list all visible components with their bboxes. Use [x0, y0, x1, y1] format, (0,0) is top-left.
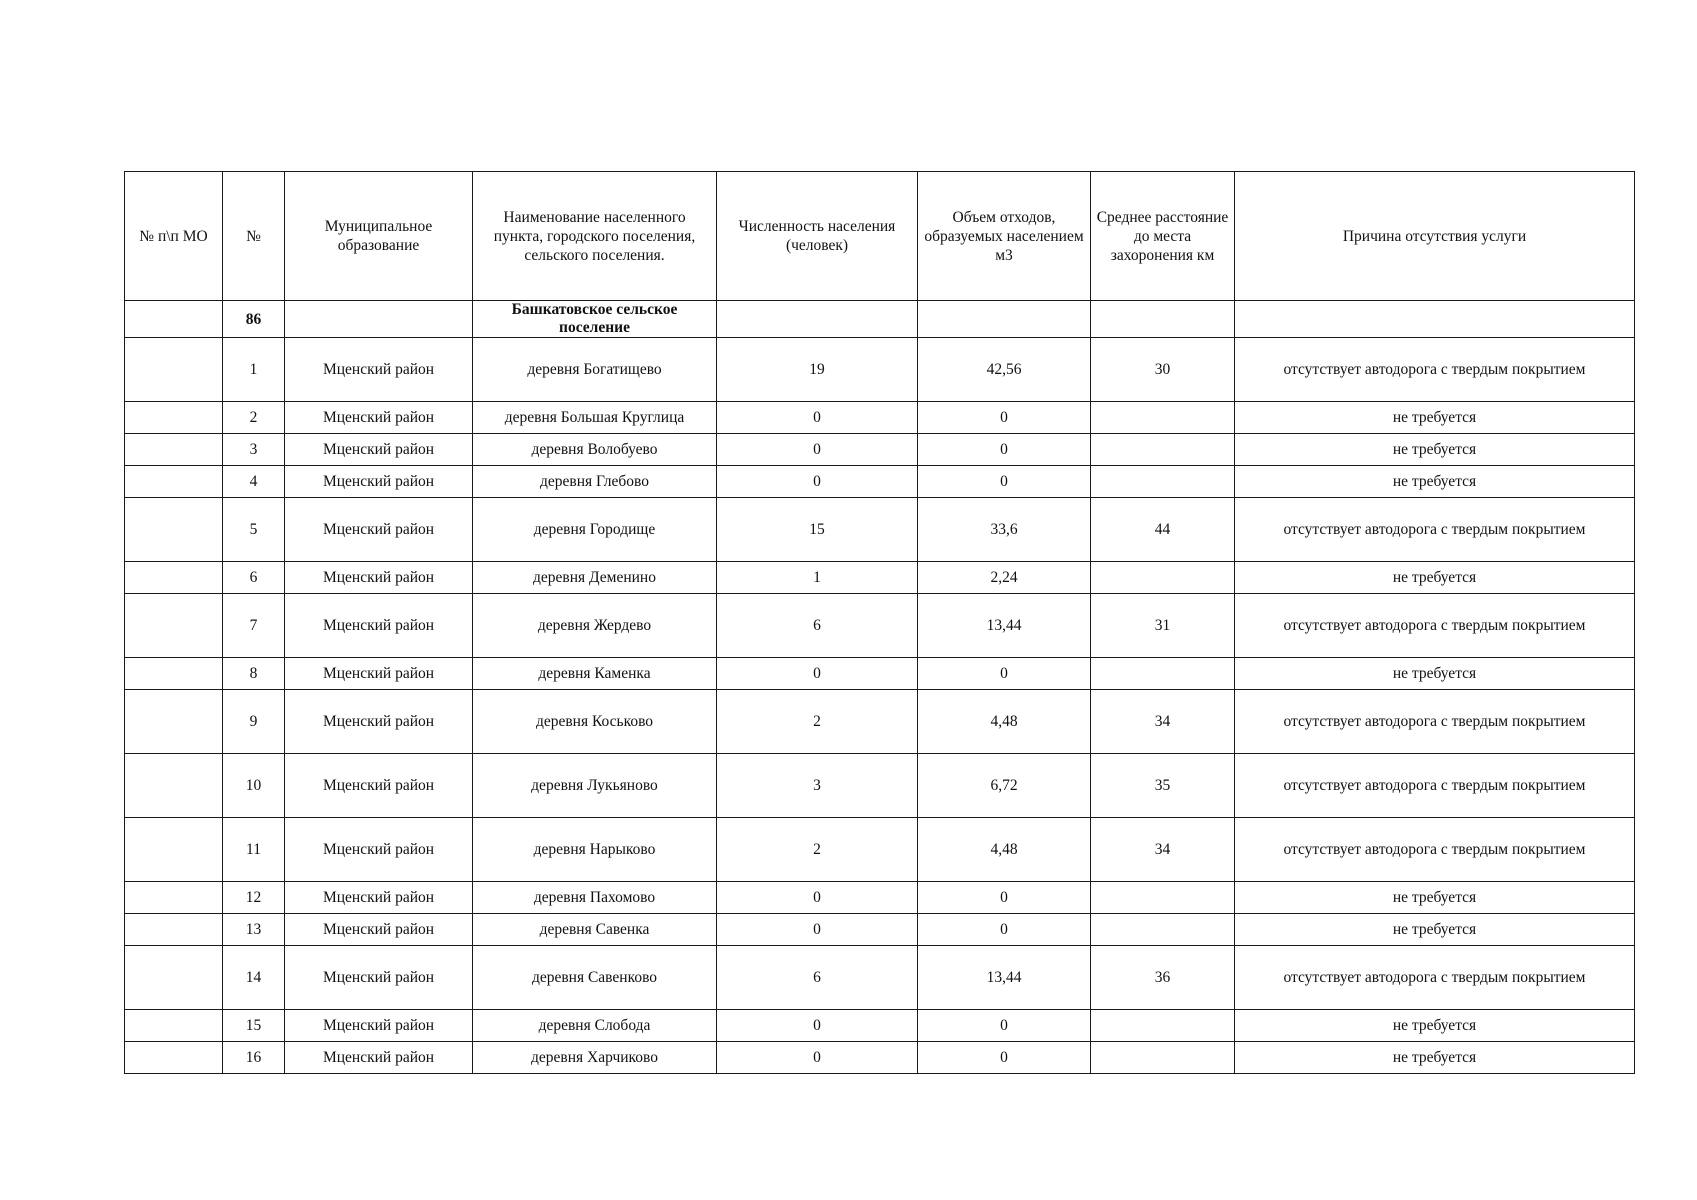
table-row	[125, 690, 1635, 754]
mo-index-cell	[125, 434, 223, 466]
settlements-table	[124, 171, 1635, 1074]
row-reason: не требуется	[1235, 402, 1635, 434]
header-row	[125, 172, 1635, 301]
row-waste-volume: 0	[918, 466, 1091, 498]
row-number: 15	[223, 1010, 285, 1042]
row-population: 0	[717, 1010, 918, 1042]
row-waste-volume: 0	[918, 402, 1091, 434]
row-waste-volume: 0	[918, 914, 1091, 946]
row-municipality: Мценский район	[285, 818, 473, 882]
mo-index-cell	[125, 690, 223, 754]
row-reason: не требуется	[1235, 658, 1635, 690]
row-settlement-name: деревня Деменино	[473, 562, 717, 594]
group-name-cell	[473, 301, 717, 338]
row-waste-volume: 0	[918, 882, 1091, 914]
row-waste-volume: 6,72	[918, 754, 1091, 818]
header-distance: Среднее расстояние до места захоронения км	[1091, 172, 1235, 301]
row-number: 9	[223, 690, 285, 754]
table-row	[125, 594, 1635, 658]
row-distance	[1091, 1010, 1235, 1042]
row-number: 6	[223, 562, 285, 594]
row-number: 7	[223, 594, 285, 658]
row-municipality: Мценский район	[285, 594, 473, 658]
table-row	[125, 498, 1635, 562]
table-row	[125, 338, 1635, 402]
row-reason: отсутствует автодорога с твердым покрытием	[1235, 818, 1635, 882]
group-population-cell	[717, 301, 918, 338]
table-header	[125, 172, 1635, 301]
row-number: 16	[223, 1042, 285, 1074]
row-waste-volume: 4,48	[918, 818, 1091, 882]
row-waste-volume: 2,24	[918, 562, 1091, 594]
row-distance: 34	[1091, 818, 1235, 882]
row-waste-volume: 13,44	[918, 594, 1091, 658]
row-settlement-name: деревня Большая Круглица	[473, 402, 717, 434]
row-settlement-name: деревня Савенково	[473, 946, 717, 1010]
group-mo-index-cell	[125, 301, 223, 338]
header-population: Численность населения (человек)	[717, 172, 918, 301]
row-municipality: Мценский район	[285, 402, 473, 434]
row-municipality: Мценский район	[285, 690, 473, 754]
row-distance	[1091, 402, 1235, 434]
row-distance: 34	[1091, 690, 1235, 754]
header-mo-index: № п\п МО	[125, 172, 223, 301]
row-number: 12	[223, 882, 285, 914]
mo-index-cell	[125, 1010, 223, 1042]
row-waste-volume: 0	[918, 1010, 1091, 1042]
row-population: 0	[717, 1042, 918, 1074]
row-distance	[1091, 562, 1235, 594]
row-municipality: Мценский район	[285, 1042, 473, 1074]
mo-index-cell	[125, 946, 223, 1010]
row-distance	[1091, 658, 1235, 690]
row-number: 3	[223, 434, 285, 466]
row-reason: отсутствует автодорога с твердым покрытием	[1235, 946, 1635, 1010]
row-municipality: Мценский район	[285, 562, 473, 594]
row-settlement-name: деревня Коськово	[473, 690, 717, 754]
row-settlement-name: деревня Богатищево	[473, 338, 717, 402]
row-distance	[1091, 434, 1235, 466]
row-population: 2	[717, 690, 918, 754]
group-name: Башкатовское сельское поселение	[511, 301, 678, 336]
row-reason: отсутствует автодорога с твердым покрытием	[1235, 498, 1635, 562]
row-population: 0	[717, 914, 918, 946]
row-waste-volume: 13,44	[918, 946, 1091, 1010]
group-distance-cell	[1091, 301, 1235, 338]
row-distance: 31	[1091, 594, 1235, 658]
group-municipality-cell	[285, 301, 473, 338]
row-settlement-name: деревня Жердево	[473, 594, 717, 658]
row-settlement-name: деревня Савенка	[473, 914, 717, 946]
row-distance: 36	[1091, 946, 1235, 1010]
mo-index-cell	[125, 338, 223, 402]
row-population: 3	[717, 754, 918, 818]
group-volume-cell	[918, 301, 1091, 338]
row-number: 11	[223, 818, 285, 882]
mo-index-cell	[125, 1042, 223, 1074]
header-settlement-name: Наименование населенного пункта, городского поселения, сельского поселения.	[473, 172, 717, 301]
row-reason: не требуется	[1235, 914, 1635, 946]
row-distance	[1091, 882, 1235, 914]
row-number: 1	[223, 338, 285, 402]
row-municipality: Мценский район	[285, 882, 473, 914]
row-settlement-name: деревня Слобода	[473, 1010, 717, 1042]
row-municipality: Мценский район	[285, 754, 473, 818]
row-number: 14	[223, 946, 285, 1010]
row-waste-volume: 4,48	[918, 690, 1091, 754]
row-distance: 44	[1091, 498, 1235, 562]
row-number: 4	[223, 466, 285, 498]
table-row	[125, 562, 1635, 594]
table-row	[125, 402, 1635, 434]
group-number: 86	[223, 301, 285, 338]
row-settlement-name: деревня Волобуево	[473, 434, 717, 466]
row-settlement-name: деревня Каменка	[473, 658, 717, 690]
row-population: 15	[717, 498, 918, 562]
row-settlement-name: деревня Нарыково	[473, 818, 717, 882]
mo-index-cell	[125, 466, 223, 498]
row-population: 0	[717, 402, 918, 434]
row-municipality: Мценский район	[285, 658, 473, 690]
row-waste-volume: 0	[918, 658, 1091, 690]
mo-index-cell	[125, 498, 223, 562]
row-reason: не требуется	[1235, 1042, 1635, 1074]
row-number: 13	[223, 914, 285, 946]
row-reason: отсутствует автодорога с твердым покрытием	[1235, 690, 1635, 754]
row-municipality: Мценский район	[285, 498, 473, 562]
mo-index-cell	[125, 562, 223, 594]
row-population: 1	[717, 562, 918, 594]
row-population: 0	[717, 882, 918, 914]
row-waste-volume: 33,6	[918, 498, 1091, 562]
row-settlement-name: деревня Пахомово	[473, 882, 717, 914]
row-distance	[1091, 466, 1235, 498]
row-reason: не требуется	[1235, 1010, 1635, 1042]
row-reason: не требуется	[1235, 434, 1635, 466]
row-number: 2	[223, 402, 285, 434]
mo-index-cell	[125, 818, 223, 882]
row-distance: 30	[1091, 338, 1235, 402]
table-row	[125, 946, 1635, 1010]
row-population: 6	[717, 594, 918, 658]
row-reason: не требуется	[1235, 882, 1635, 914]
row-reason: отсутствует автодорога с твердым покрытием	[1235, 338, 1635, 402]
group-reason-cell	[1235, 301, 1635, 338]
mo-index-cell	[125, 594, 223, 658]
row-municipality: Мценский район	[285, 338, 473, 402]
row-settlement-name: деревня Харчиково	[473, 1042, 717, 1074]
row-municipality: Мценский район	[285, 434, 473, 466]
row-municipality: Мценский район	[285, 1010, 473, 1042]
row-reason: отсутствует автодорога с твердым покрытием	[1235, 754, 1635, 818]
row-waste-volume: 42,56	[918, 338, 1091, 402]
row-number: 8	[223, 658, 285, 690]
row-population: 0	[717, 658, 918, 690]
row-settlement-name: деревня Лукьяново	[473, 754, 717, 818]
header-waste-volume: Объем отходов, образуемых населением м3	[918, 172, 1091, 301]
row-municipality: Мценский район	[285, 466, 473, 498]
table-row	[125, 466, 1635, 498]
mo-index-cell	[125, 402, 223, 434]
table-row	[125, 434, 1635, 466]
table-row	[125, 818, 1635, 882]
row-municipality: Мценский район	[285, 946, 473, 1010]
table-row	[125, 754, 1635, 818]
row-population: 19	[717, 338, 918, 402]
table-row	[125, 882, 1635, 914]
header-number: №	[223, 172, 285, 301]
row-waste-volume: 0	[918, 1042, 1091, 1074]
table-row	[125, 914, 1635, 946]
row-number: 10	[223, 754, 285, 818]
mo-index-cell	[125, 914, 223, 946]
row-number: 5	[223, 498, 285, 562]
table-row	[125, 1042, 1635, 1074]
row-reason: отсутствует автодорога с твердым покрытием	[1235, 594, 1635, 658]
mo-index-cell	[125, 882, 223, 914]
row-population: 6	[717, 946, 918, 1010]
row-distance	[1091, 1042, 1235, 1074]
row-settlement-name: деревня Городище	[473, 498, 717, 562]
row-population: 0	[717, 434, 918, 466]
group-row	[125, 301, 1635, 338]
row-population: 0	[717, 466, 918, 498]
table-row	[125, 658, 1635, 690]
row-distance: 35	[1091, 754, 1235, 818]
row-reason: не требуется	[1235, 562, 1635, 594]
row-settlement-name: деревня Глебово	[473, 466, 717, 498]
row-waste-volume: 0	[918, 434, 1091, 466]
header-municipality: Муниципальное образование	[285, 172, 473, 301]
row-population: 2	[717, 818, 918, 882]
table-body	[125, 301, 1635, 1074]
mo-index-cell	[125, 658, 223, 690]
row-distance	[1091, 914, 1235, 946]
row-reason: не требуется	[1235, 466, 1635, 498]
table-row	[125, 1010, 1635, 1042]
mo-index-cell	[125, 754, 223, 818]
header-reason: Причина отсутствия услуги	[1235, 172, 1635, 301]
row-municipality: Мценский район	[285, 914, 473, 946]
